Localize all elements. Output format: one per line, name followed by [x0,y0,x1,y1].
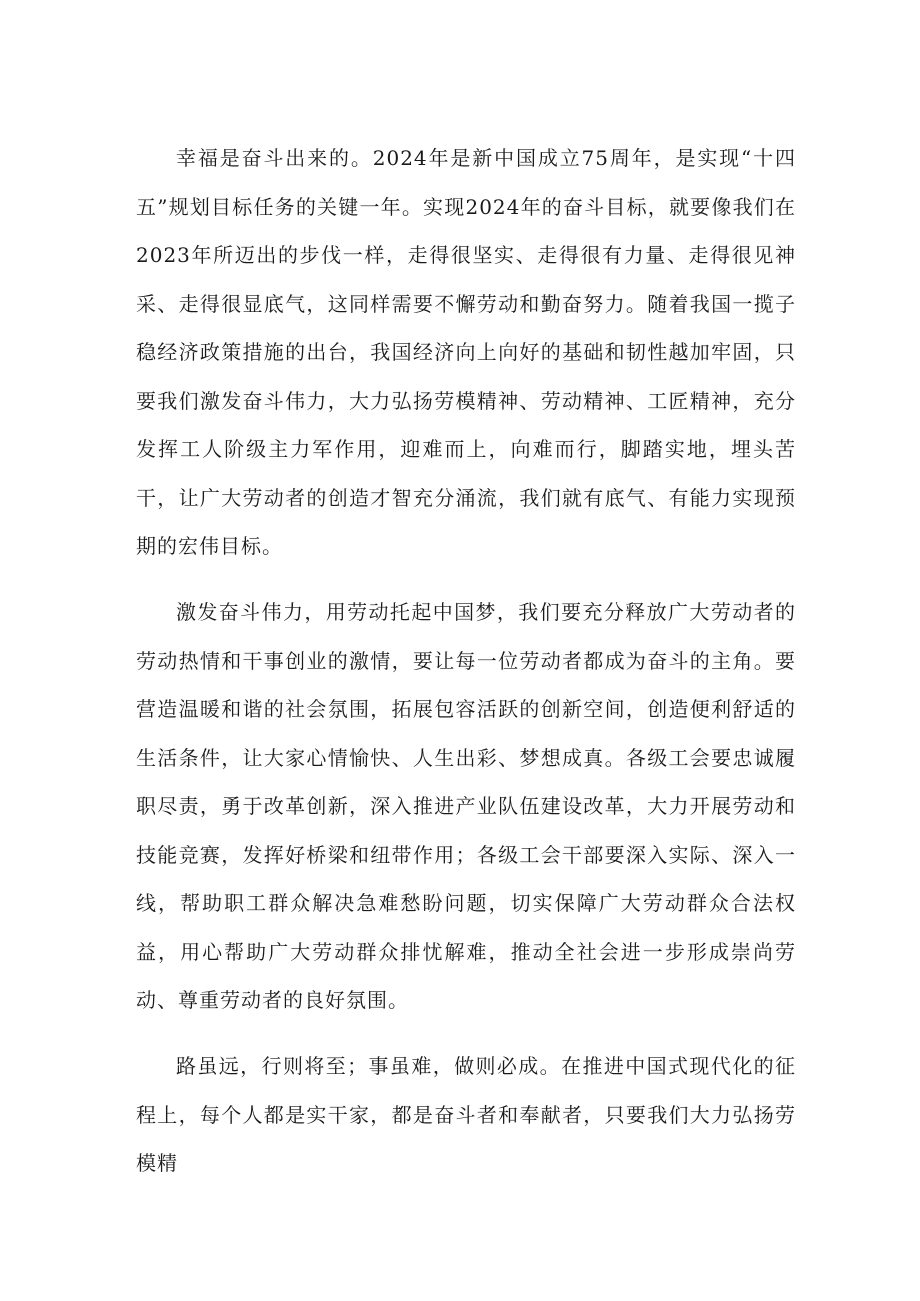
paragraph-2: 激发奋斗伟力，用劳动托起中国梦，我们要充分释放广大劳动者的劳动热情和干事创业的激情，要让每一位劳动者都成为奋斗的主角。要营造温暖和谐的社会氛围，拓展包容活跃的创新空间，创造便利舒适的生活条件，让大家心情愉快、人生出彩、梦想成真。各级工会要忠诚履职尽责，勇于改革创新，深入推进产业队伍建设改革，大力开展劳动和技能竞赛，发挥好桥梁和纽带作用；各级工会干部要深入实际、深入一线，帮助职工群众解决急难愁盼问题，切实保障广大劳动群众合法权益，用心帮助广大劳动群众排忧解难，推动全社会进一步形成崇尚劳动、尊重劳动者的良好氛围。 [136,600,796,1012]
paragraph-1: 幸福是奋斗出来的。2024年是新中国成立75周年，是实现“十四五”规划目标任务的关键一年。实现2024年的奋斗目标，就要像我们在2023年所迈出的步伐一样，走得很坚实、走得很有力量、走得很见神采、走得很显底气，这同样需要不懈劳动和勤奋努力。随着我国一揽子稳经济政策措施的出台，我国经济向上向好的基础和韧性越加牢固，只要我们激发奋斗伟力，大力弘扬劳模精神、劳动精神、工匠精神，充分发挥工人阶级主力军作用，迎难而上，向难而行，脚踏实地，埋头苦干，让广大劳动者的创造才智充分涌流，我们就有底气、有能力实现预期的宏伟目标。 [136,146,796,558]
paragraph-3: 路虽远，行则将至；事虽难，做则必成。在推进中国式现代化的征程上，每个人都是实干家，都是奋斗者和奉献者，只要我们大力弘扬劳模精 [136,1054,796,1175]
